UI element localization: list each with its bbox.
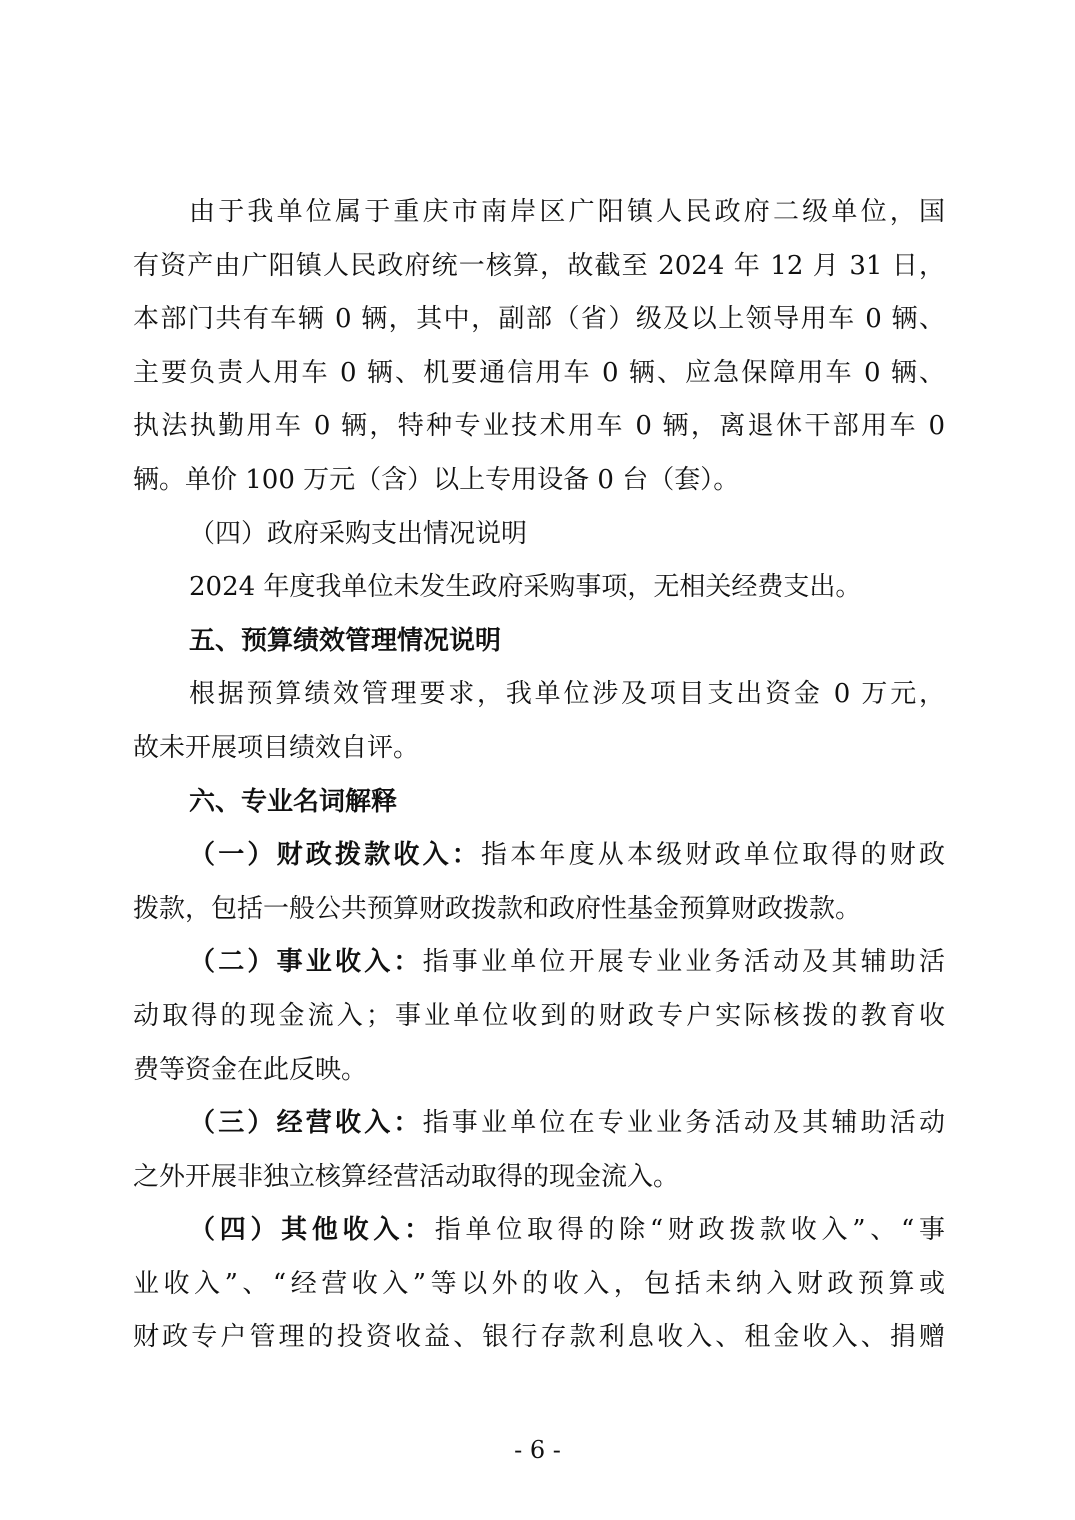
text-line: [133, 668, 945, 722]
text-line: [133, 1204, 945, 1258]
section-heading: [133, 776, 945, 830]
text-run: 指本年度从本级财政单位取得的财政: [481, 840, 945, 871]
text-run: 指事业单位在专业业务活动及其辅助活动: [422, 1108, 945, 1139]
text-line: [133, 1044, 945, 1098]
paragraph: [133, 186, 945, 508]
text-run: 动取得的现金流入；事业单位收到的财政专户实际核拨的教育收: [133, 1000, 945, 1031]
text-run: 由于我单位属于重庆市南岸区广阳镇人民政府二级单位，国: [189, 197, 945, 227]
text-run: 六、专业名词解释: [189, 786, 398, 817]
text-run: 财政专户管理的投资收益、银行存款利息收入、租金收入、捐赠: [133, 1322, 945, 1353]
text-line: [133, 186, 945, 240]
term-label: （三）经营收入：: [189, 1108, 423, 1139]
text-run: 指事业单位开展专业业务活动及其辅助活: [422, 947, 945, 978]
text-line: [133, 454, 945, 508]
text-line: [133, 776, 945, 830]
text-line: [133, 561, 945, 615]
text-line: [133, 347, 945, 401]
term-label: （一）财政拨款收入：: [189, 840, 481, 871]
paragraph: [133, 508, 945, 562]
text-line: [133, 883, 945, 937]
text-run: 根据预算绩效管理要求，我单位涉及项目支出资金 0 万元，: [189, 679, 945, 710]
text-line: [133, 722, 945, 776]
text-run: 本部门共有车辆 0 辆，其中，副部（省）级及以上领导用车 0 辆、: [133, 304, 945, 335]
paragraph: [133, 561, 945, 615]
text-line: [133, 1258, 945, 1312]
text-run: （四）政府采购支出情况说明: [189, 518, 528, 549]
text-run: 拨款，包括一般公共预算财政拨款和政府性基金预算财政拨款。: [133, 893, 862, 924]
text-line: [133, 990, 945, 1044]
document-body: [133, 186, 945, 1365]
text-line: [133, 240, 945, 294]
term-label: （四）其他收入：: [189, 1215, 435, 1246]
section-heading: [133, 615, 945, 669]
text-line: [133, 293, 945, 347]
text-run: 执法执勤用车 0 辆，特种专业技术用车 0 辆，离退休干部用车 0: [133, 411, 945, 442]
text-line: [133, 508, 945, 562]
paragraph: [133, 1097, 945, 1204]
text-line: [133, 829, 945, 883]
text-line: [133, 1151, 945, 1205]
text-line: [133, 1311, 945, 1365]
paragraph: [133, 829, 945, 936]
text-line: [133, 400, 945, 454]
paragraph: [133, 1204, 945, 1365]
text-run: 业收入”、“经营收入”等以外的收入，包括未纳入财政预算或: [133, 1268, 945, 1299]
term-label: （二）事业收入：: [189, 947, 423, 978]
text-run: 之外开展非独立核算经营活动取得的现金流入。: [133, 1161, 680, 1192]
text-run: 辆。单价 100 万元（含）以上专用设备 0 台（套）。: [133, 464, 740, 495]
text-run: 2024 年度我单位未发生政府采购事项，无相关经费支出。: [189, 572, 862, 603]
page-number: - 6 -: [514, 1436, 561, 1464]
text-run: 五、预算绩效管理情况说明: [189, 625, 502, 656]
text-run: 有资产由广阳镇人民政府统一核算，故截至 2024 年 12 月 31 日，: [133, 250, 945, 281]
text-run: 主要负责人用车 0 辆、机要通信用车 0 辆、应急保障用车 0 辆、: [133, 357, 945, 388]
text-run: 指单位取得的除“财政拨款收入”、“事: [434, 1215, 945, 1246]
text-line: [133, 936, 945, 990]
text-line: [133, 615, 945, 669]
paragraph: [133, 668, 945, 775]
text-line: [133, 1097, 945, 1151]
paragraph: [133, 936, 945, 1097]
text-run: 费等资金在此反映。: [133, 1054, 368, 1085]
text-run: 故未开展项目绩效自评。: [133, 732, 420, 763]
